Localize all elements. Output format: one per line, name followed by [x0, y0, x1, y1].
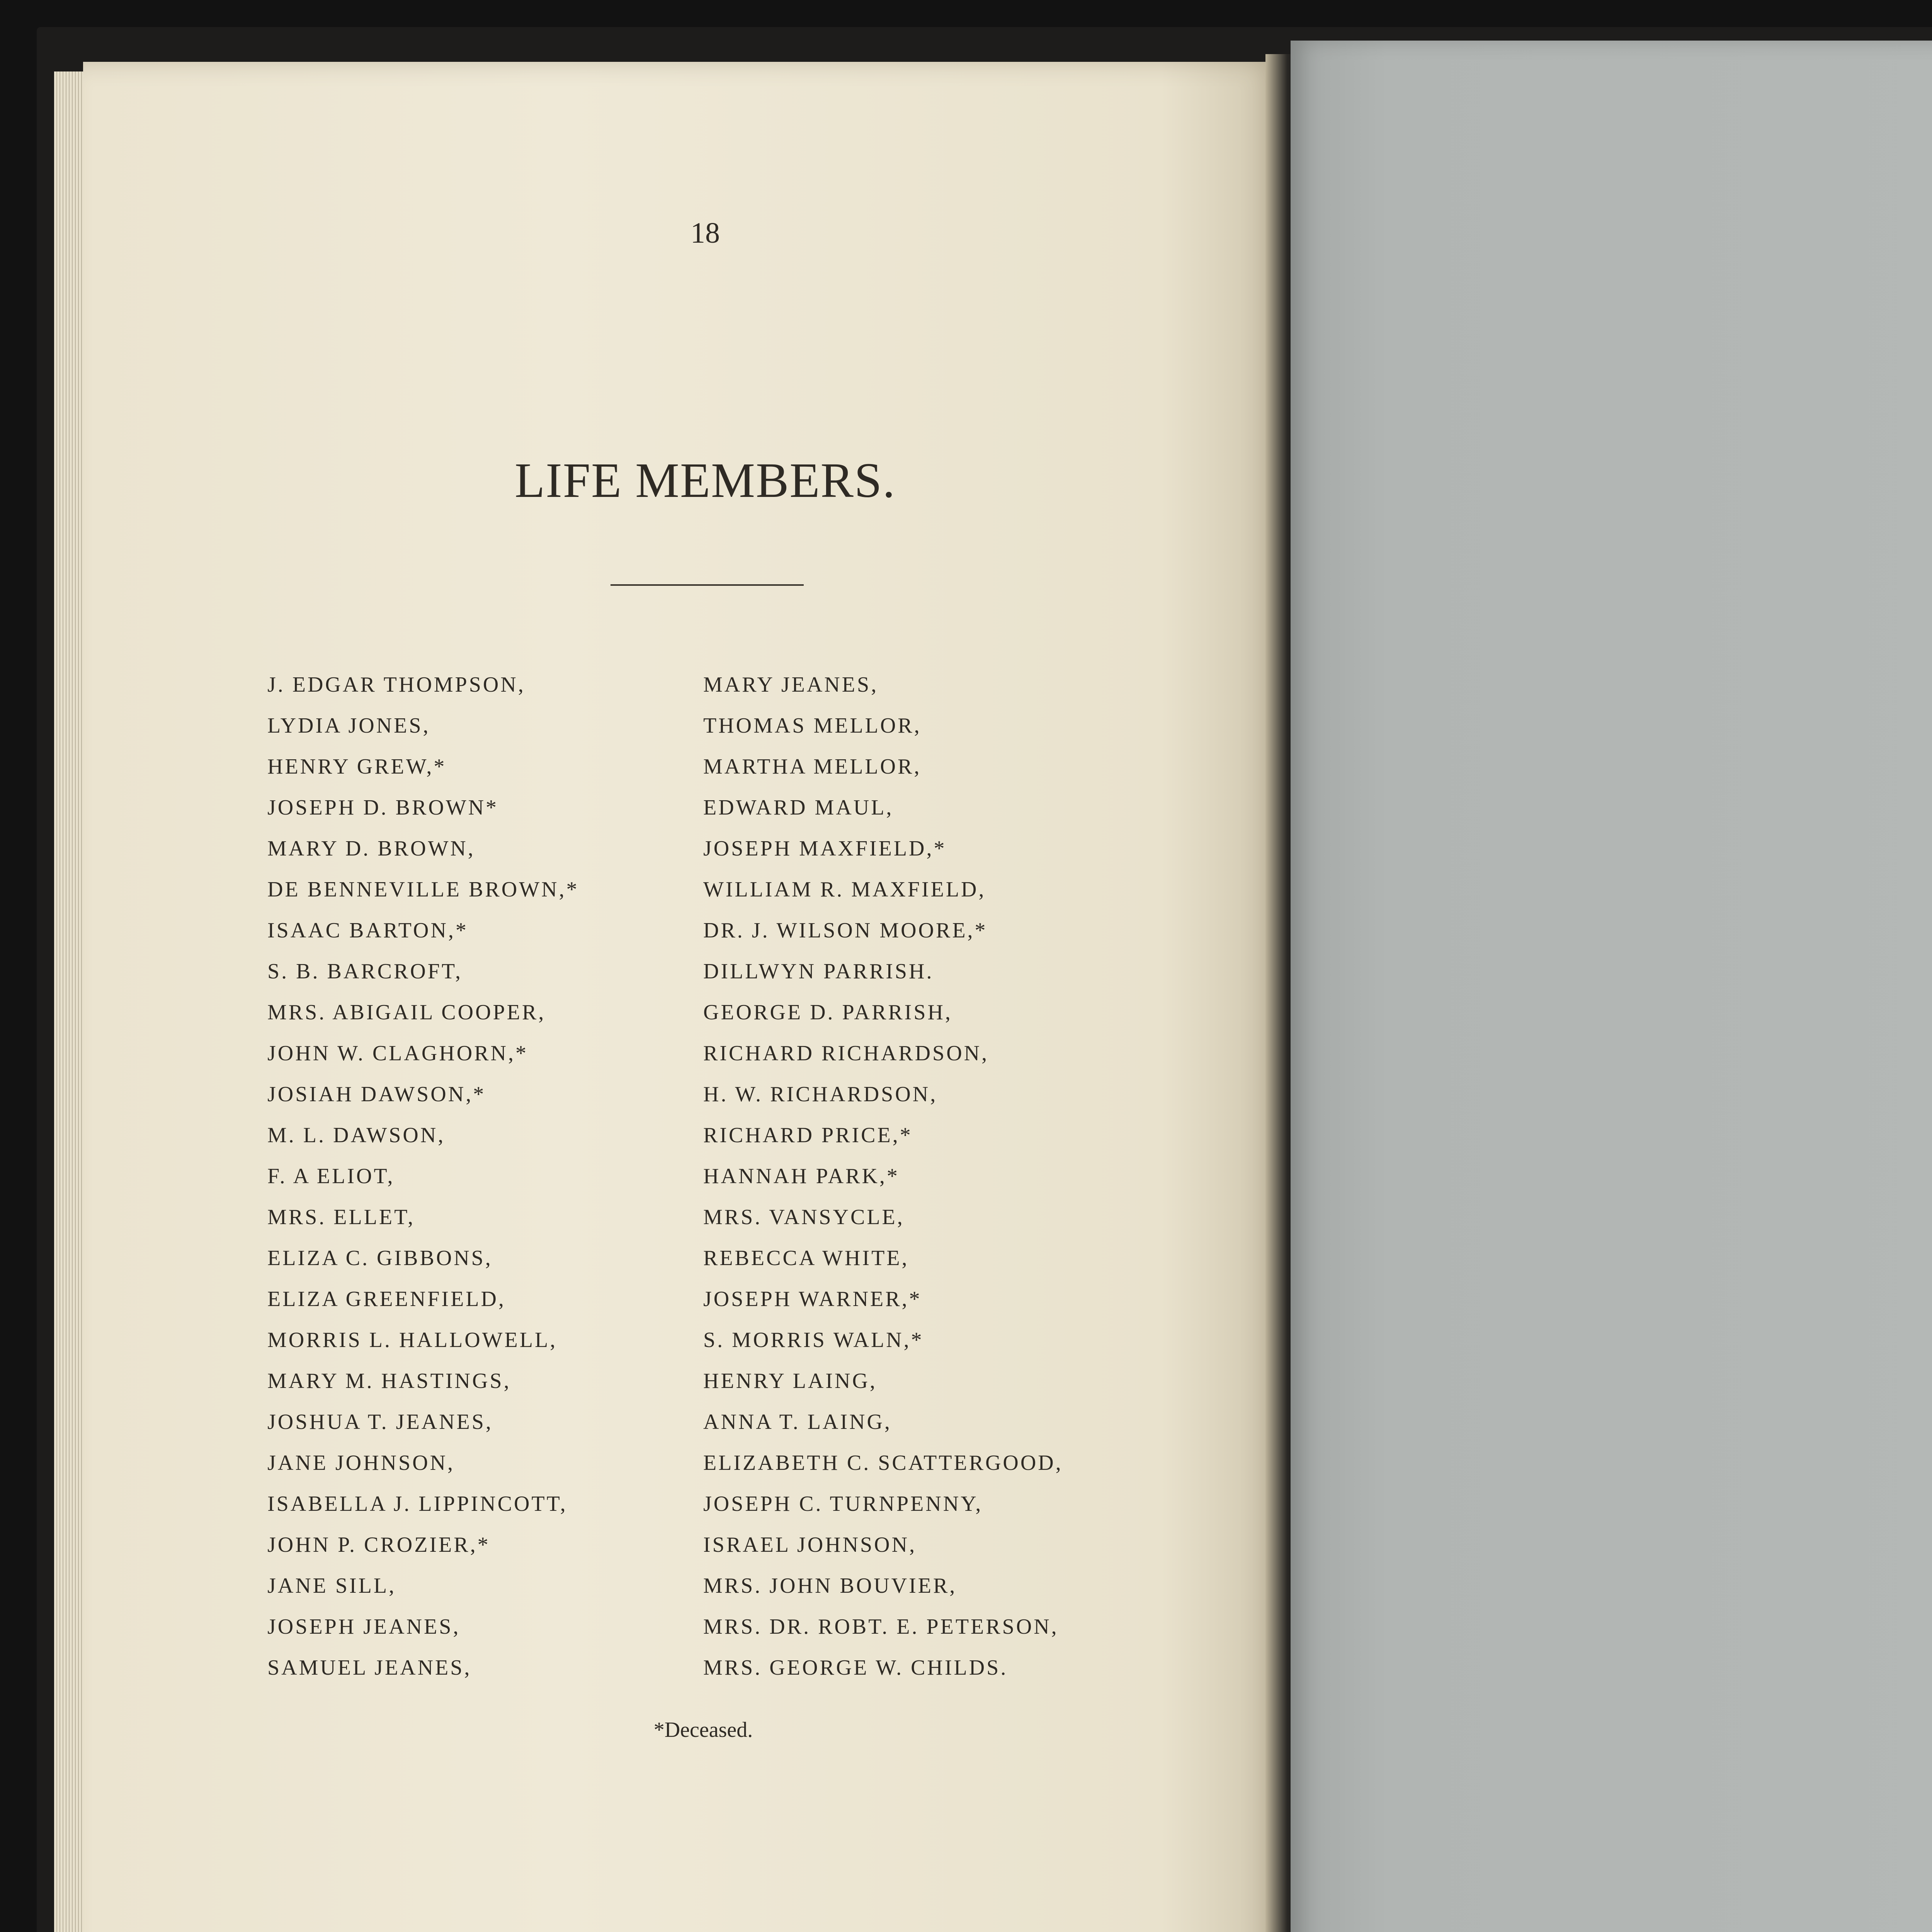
member-name: THOMAS MELLOR, — [703, 714, 922, 738]
member-name: JOSIAH DAWSON,* — [267, 1082, 486, 1106]
member-name: ANNA T. LAING, — [703, 1410, 892, 1434]
member-name: MRS. DR. ROBT. E. PETERSON, — [703, 1615, 1059, 1639]
member-name: JOSEPH JEANES, — [267, 1615, 461, 1639]
member-name: DILLWYN PARRISH. — [703, 959, 934, 983]
right-page-blank — [1291, 41, 1932, 1932]
member-name: HENRY LAING, — [703, 1369, 877, 1393]
member-name: JOSEPH D. BROWN* — [267, 796, 499, 820]
member-name: RICHARD RICHARDSON, — [703, 1041, 989, 1065]
member-name: H. W. RICHARDSON, — [703, 1082, 938, 1106]
member-name: JOHN P. CROZIER,* — [267, 1533, 490, 1557]
member-name: JOSEPH WARNER,* — [703, 1287, 922, 1311]
member-name: ELIZA C. GIBBONS, — [267, 1246, 493, 1270]
member-name: MARY D. BROWN, — [267, 837, 475, 861]
member-name: ELIZABETH C. SCATTERGOOD, — [703, 1451, 1063, 1475]
member-name: J. EDGAR THOMPSON, — [267, 673, 526, 697]
member-name: MRS. JOHN BOUVIER, — [703, 1574, 957, 1598]
member-name: DE BENNEVILLE BROWN,* — [267, 878, 579, 901]
member-name: GEORGE D. PARRISH, — [703, 1000, 952, 1024]
member-name: MARY JEANES, — [703, 673, 879, 697]
member-name: RICHARD PRICE,* — [703, 1123, 913, 1147]
member-name: MORRIS L. HALLOWELL, — [267, 1328, 558, 1352]
footnote: *Deceased. — [653, 1718, 753, 1742]
member-name: S. MORRIS WALN,* — [703, 1328, 924, 1352]
title-rule — [611, 584, 804, 586]
member-name: DR. J. WILSON MOORE,* — [703, 918, 988, 942]
member-name: HANNAH PARK,* — [703, 1164, 900, 1188]
member-name: MRS. GEORGE W. CHILDS. — [703, 1656, 1008, 1680]
member-name: ISRAEL JOHNSON, — [703, 1533, 917, 1557]
left-page — [83, 62, 1281, 1932]
member-name: F. A ELIOT, — [267, 1164, 395, 1188]
member-name: JOSHUA T. JEANES, — [267, 1410, 493, 1434]
member-name: MARY M. HASTINGS, — [267, 1369, 511, 1393]
member-name: SAMUEL JEANES, — [267, 1656, 472, 1680]
member-name: JOSEPH MAXFIELD,* — [703, 837, 947, 861]
member-name: MARTHA MELLOR, — [703, 755, 922, 779]
member-name: MRS. ABIGAIL COOPER, — [267, 1000, 546, 1024]
member-name: ISAAC BARTON,* — [267, 918, 468, 942]
member-name: ELIZA GREENFIELD, — [267, 1287, 506, 1311]
member-name: WILLIAM R. MAXFIELD, — [703, 878, 986, 901]
member-name: ISABELLA J. LIPPINCOTT, — [267, 1492, 568, 1516]
member-name: JOSEPH C. TURNPENNY, — [703, 1492, 983, 1516]
member-name: HENRY GREW,* — [267, 755, 447, 779]
member-name: S. B. BARCROFT, — [267, 959, 463, 983]
page-number: 18 — [690, 217, 720, 249]
section-title: LIFE MEMBERS. — [514, 453, 896, 508]
members-left-column — [267, 673, 579, 1697]
member-name: JANE JOHNSON, — [267, 1451, 455, 1475]
member-name: JOHN W. CLAGHORN,* — [267, 1041, 528, 1065]
member-name: MRS. VANSYCLE, — [703, 1205, 905, 1229]
members-right-column — [703, 673, 1063, 1697]
member-name: REBECCA WHITE, — [703, 1246, 909, 1270]
member-name: EDWARD MAUL, — [703, 796, 894, 820]
member-name: MRS. ELLET, — [267, 1205, 415, 1229]
member-name: LYDIA JONES, — [267, 714, 430, 738]
member-name: M. L. DAWSON, — [267, 1123, 446, 1147]
member-name: JANE SILL, — [267, 1574, 396, 1598]
